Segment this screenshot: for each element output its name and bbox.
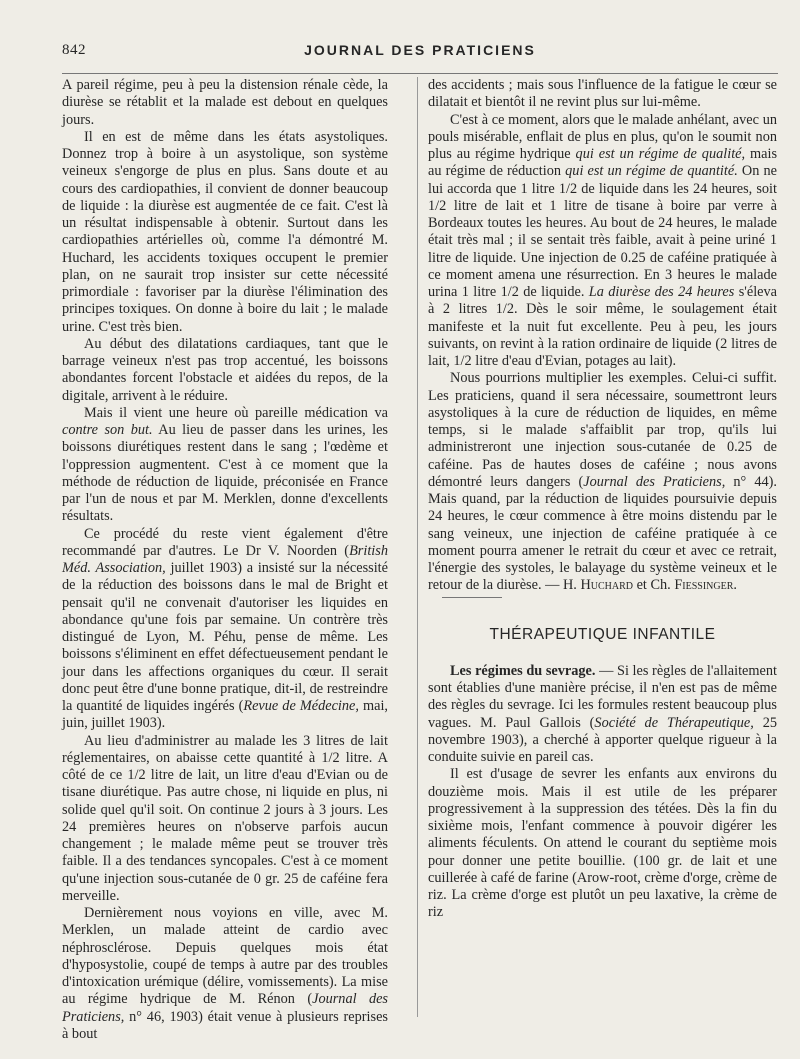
paragraph: Au lieu d'administrer au malade les 3 litres de lait réglementaires, on abaisse cette quantité à 1/2 litre. A côté de ce 1/2 litre de lait, un litre d'eau d'Evian ou de tisane diurétique. Pas autre chose, ni liquide en plus, ni solide quel qu'il soit. On continue 2 jours à 3 jours. Les 24 premières heures on n'observe parfois aucun changement ; le malade même peut se trouver très faible. Il a des tendances syncopales. C'est à ce moment qu'une injection sous-cutanée de 0 gr. 25 de caféine fera merveille. [62,732,388,904]
paragraph: des accidents ; mais sous l'influence de la fatigue le cœur se dilatait et bientôt il ne revint plus sur lui-même. [428,77,777,111]
right-column [428,77,777,922]
italic-phrase: contre son but. [62,422,153,438]
paragraph: Dernièrement nous voyions en ville, avec M. Merklen, un malade atteint de cardio avec néphrosclérose. Depuis quelques mois état d'hyposystolie, coupé de temps à autre par des troubles d'intoxication urémique (délire, vomissements). La mise au régime hydrique de M. Rénon (Journal des Praticiens, n° 46, 1903) était venue à plusieurs reprises à bout [62,905,388,1042]
italic-phrase: qui est un régime de quantité. [565,163,738,180]
page-number: 842 [62,42,86,58]
paragraph: Les régimes du sevrage. — Si les règles de l'allaitement sont établies d'une manière précise, il n'en est pas de même des règles du sevrage. Ici les formules restent beaucoup plus vagues. M. Paul Gallois (Société de Thérapeutique, 25 novembre 1903), a cherché à apporter quelque rigueur à la conduite suivie en pareil cas. [428,662,777,765]
author-name: Huchard [580,577,634,594]
citation: Journal des Praticiens, [583,473,726,490]
subheading: Les régimes du sevrage. [450,662,596,679]
author-name: Fiessinger. [674,577,737,594]
paragraph: Au début des dilatations cardiaques, tant que le barrage veineux n'est pas trop accentué, les boissons abondantes forcent l'obstacle et aidées du repos, de la digitale, arrivent à le réduire. [62,335,388,404]
paragraph: Mais il vient une heure où pareille médication va contre son but. Au lieu de passer dans les urines, les boissons diurétiques restent dans le sang ; l'œdème et l'oppression augmentent. C'est à ce moment que la méthode de réduction de liquide, préconisée en France par l'un de nous et par M. Merklen, donne d'excellents résultats. [62,404,388,525]
section-title: THÉRAPEUTIQUE INFANTILE [489,625,716,643]
paragraph: Il est d'usage de sevrer les enfants aux environs du douzième mois. Mais il est utile de les préparer progressivement à la suppression des tétées. Dès la fin du sixième mois, l'enfant commence à pouvoir digérer les aliments féculents. On attend le courant du septième mois pour donner une petite bouillie. (100 gr. de lait et une cuillerée à café de farine (Arow-root, crème d'orge, crème de riz. La crème d'orge est plutôt un peu laxative, la crème de riz [428,766,777,921]
header-rule [62,73,778,74]
citation: Revue de Médecine, [243,698,359,714]
italic-phrase: La diurèse des 24 heures [588,284,735,300]
paragraph: Il en est de même dans les états asystoliques. Donnez trop à boire à un asystolique, son système veineux s'engorge de plus en plus. Sans doute et au cours des cardiopathies, il convient de donner beaucoup de liquide : la diurèse est augmentée de ce fait. C'est là un résultat indispensable à obtenir. Surtout dans les cardiopathies artérielles où, comme l'a démontré M. Huchard, les accidents toxiques occupent le premier plan, on ne saurait trop insister sur cette nécessité primordiale : favoriser par la diurèse l'élimination des principes toxiques. On donne à boire du lait ; le malade urine. C'est très bien. [62,128,388,335]
citation: Journal des Praticiens, [62,991,388,1025]
page-header [62,42,778,66]
paragraph: A pareil régime, peu à peu la distension rénale cède, la diurèse se rétablit et la malade est debout en quelques jours. [62,77,388,128]
paragraph: C'est à ce moment, alors que le malade anhélant, avec un pouls misérable, enflait de plus en plus, qu'on le soumit non plus au régime hydrique qui est un régime de qualité, mais au régime de réduction qui est un régime de quantité. On ne lui accorda que 1 litre 1/2 de liquide dans les 24 heures, soit 1/2 litre de lait et 1 litre de tisane à boire par verre à Bordeaux toutes les heures. Au bout de 24 heures, le malade était très mal ; il se sentait très faible, avait à peine uriné 1 litre de liquide. Une injection de 0.25 de caféine pratiquée à ce moment amena une résurrection. En 3 heures le malade urina 1 litre 1/2 de liquide. La diurèse des 24 heures s'éleva à 2 litres 1/2. Dès le soir même, le soulagement était manifeste et la nuit fut excellente. Peu à peu, les jours suivants, on revint à la ration ordinaire de liquide (2 litres de lait, 1/2 litre d'eau d'Evian, potages au lait). [428,111,778,369]
citation: British Méd. Association, [62,542,388,576]
column-divider [417,77,418,1017]
journal-title: JOURNAL DES PRATICIENS [304,42,536,58]
italic-phrase: qui est un régime de qualité, [575,146,746,162]
citation: Société de Thérapeutique, [594,714,754,731]
paragraph: Nous pourrions multiplier les exemples. Celui-ci suffit. Les praticiens, quand il sera nécessaire, soumettront leurs asystoliques à la cure de réduction de liquides, en même temps, si le malade s'affaiblit par trop, qu'ils lui administreront une injection sous-cutanée de 0.25 de caféine. Pas de hautes doses de caféine ; nous avons démontré leurs dangers (Journal des Praticiens, n° 44). Mais quand, par la réduction de liquides poursuivie depuis 24 heures, le cœur commence à être moins distendu par le sang veineux, une injection de caféine pratiquée à ce moment pourra amener le retrait du cœur et avec ce retrait, l'énergie des systoles, le balayage du système veineux et le retour de la diurèse. — H. Huchard et Ch. Fiessinger. [428,370,777,594]
left-column [62,77,388,1043]
signature-underline [442,597,502,598]
paragraph: Ce procédé du reste vient également d'être recommandé par d'autres. Le Dr V. Noorden (British Méd. Association, juillet 1903) a insisté sur la nécessité de la réduction des boissons dans le mal de Bright et pensait qu'il ne convenait d'autoriser les liquides en abondance qu'une fois par semaine. Un contrère très distingué de Lyon, M. Péhu, pense de même. Les boissons s'éliminent en effet défectueusement pendant le jour dans les affections organiques du cœur. Il serait donc peut être d'une bonne pratique, dit-il, de restreindre la quantité de liquides ingérés (Revue de Médecine, mai, juin, juillet 1903). [62,525,388,732]
